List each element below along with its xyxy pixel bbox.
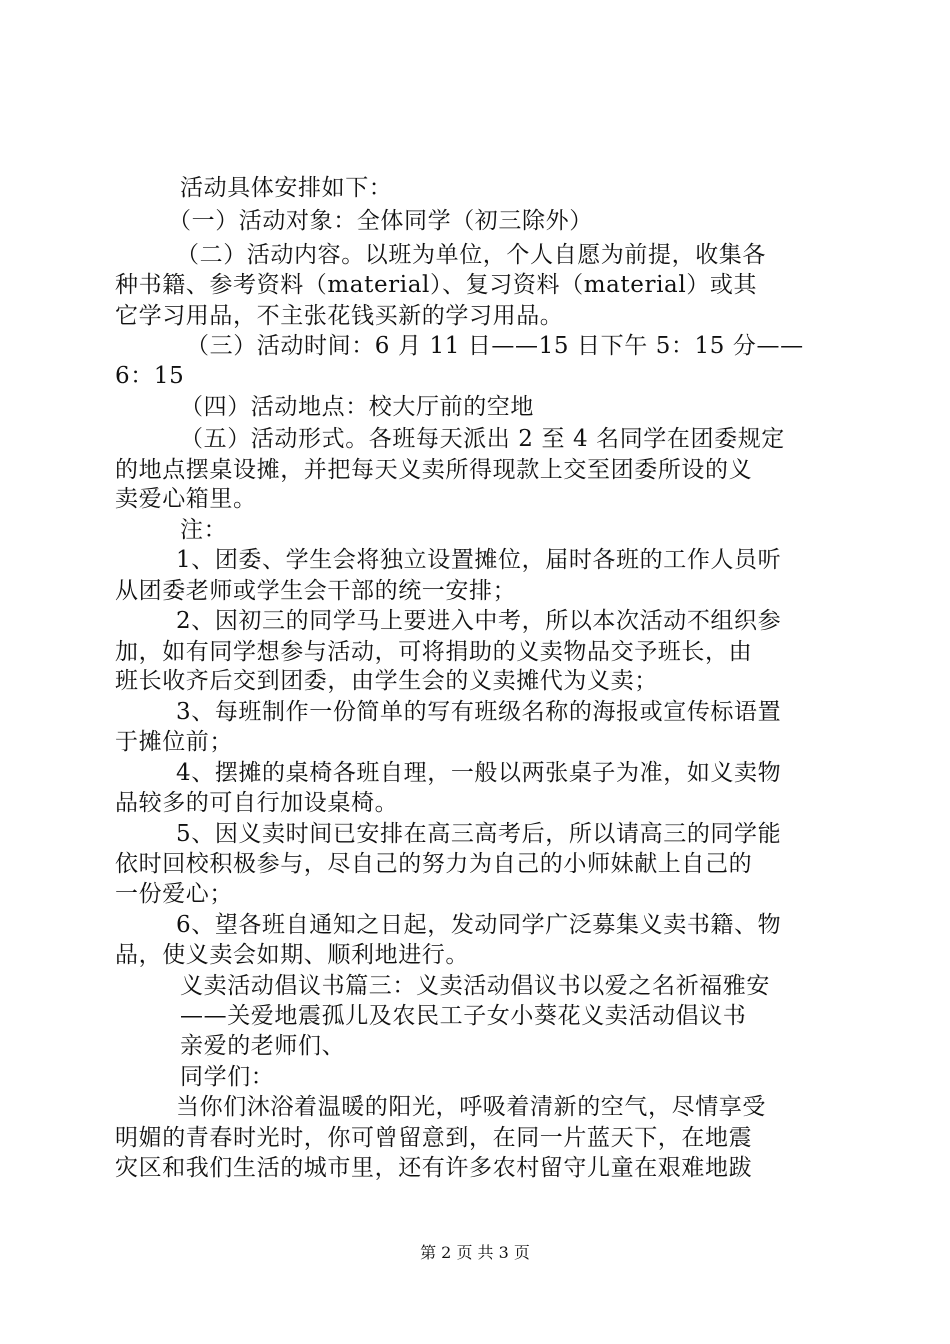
text-line-1: 活动具体安排如下： [180,175,393,201]
text-line-27: 义卖活动倡议书篇三：义卖活动倡议书以爱之名祈福雅安 [180,973,770,999]
text-line-7: 6：15 [115,363,185,389]
text-line-11: 卖爱心箱里。 [115,486,257,512]
text-line-20: 4、摆摊的桌椅各班自理，一般以两张桌子为准，如义卖物 [176,760,782,786]
text-line-19: 于摊位前； [115,729,233,755]
text-line-21: 品较多的可自行加设桌椅。 [115,790,399,816]
text-line-10: 的地点摆桌设摊，并把每天义卖所得现款上交至团委所设的义 [115,457,753,483]
text-line-5: 它学习用品，不主张花钱买新的学习用品。 [115,303,564,329]
text-line-32: 明媚的青春时光时，你可曾留意到，在同一片蓝天下，在地震 [115,1125,753,1151]
text-line-16: 加，如有同学想参与活动，可将捐助的义卖物品交予班长，由 [115,639,753,665]
text-line-15: 2、因初三的同学马上要进入中考，所以本次活动不组织参 [176,608,782,634]
text-line-25: 6、望各班自通知之日起，发动同学广泛募集义卖书籍、物 [176,912,782,938]
text-line-13: 1、团委、学生会将独立设置摊位，届时各班的工作人员听 [176,547,782,573]
text-line-3: （二）活动内容。以班为单位，个人自愿为前提，收集各 [176,242,766,268]
text-line-23: 依时回校积极参与，尽自己的努力为自己的小师妹献上自己的 [115,851,753,877]
text-line-6: （三）活动时间：6 月 11 日——15 日下午 5：15 分—— [186,333,804,359]
text-line-33: 灾区和我们生活的城市里，还有许多农村留守儿童在艰难地跋 [115,1155,753,1181]
text-line-24: 一份爱心； [115,881,233,907]
text-line-4: 种书籍、参考资料（material）、复习资料（material）或其 [115,272,758,298]
text-line-30: 同学们： [180,1064,275,1090]
text-line-9: （五）活动形式。各班每天派出 2 至 4 名同学在团委规定 [180,426,785,452]
page-footer: 第 2 页 共 3 页 [420,1243,530,1262]
text-line-28: ——关爱地震孤儿及农民工子女小葵花义卖活动倡议书 [180,1003,747,1029]
text-line-17: 班长收齐后交到团委，由学生会的义卖摊代为义卖； [115,668,658,694]
text-line-14: 从团委老师或学生会干部的统一安排； [115,578,517,604]
text-line-22: 5、因义卖时间已安排在高三高考后，所以请高三的同学能 [176,821,782,847]
text-line-26: 品，使义卖会如期、顺利地进行。 [115,942,469,968]
text-line-12: 注： [180,517,228,543]
text-line-29: 亲爱的老师们、 [180,1033,346,1059]
text-line-8: （四）活动地点：校大厅前的空地 [180,394,534,420]
text-line-18: 3、每班制作一份简单的写有班级名称的海报或宣传标语置 [176,699,782,725]
text-line-31: 当你们沐浴着温暖的阳光，呼吸着清新的空气，尽情享受 [176,1094,766,1120]
text-line-2: （一）活动对象：全体同学（初三除外） [168,208,593,234]
